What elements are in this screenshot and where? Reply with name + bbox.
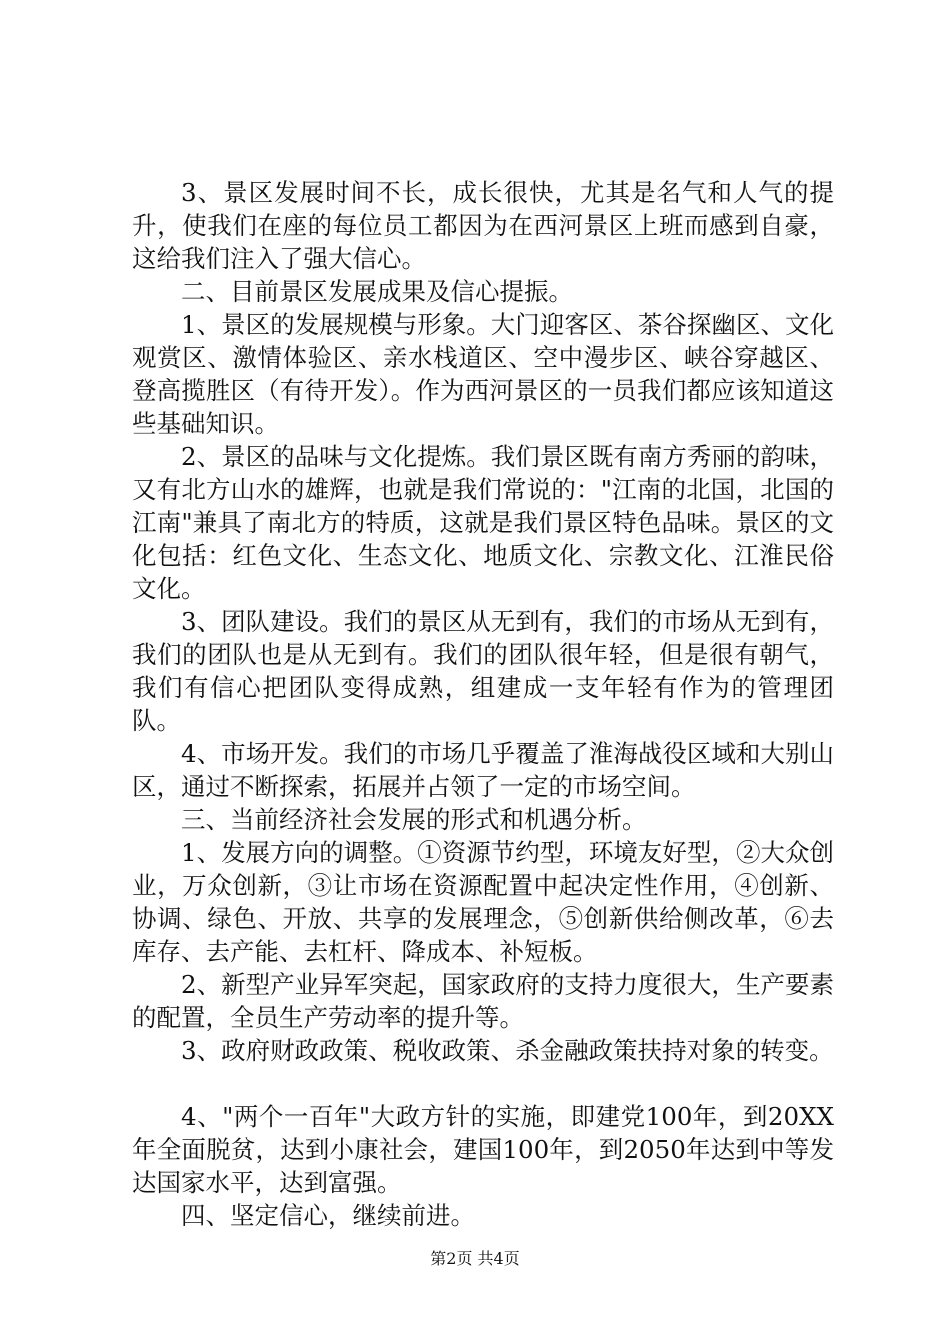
document-body <box>132 176 834 1232</box>
paragraph: 3、团队建设。我们的景区从无到有，我们的市场从无到有，我们的团队也是从无到有。我们的团队很年轻，但是很有朝气，我们有信心把团队变得成熟，组建成一支年轻有作为的管理团队。 <box>132 607 834 735</box>
paragraph: 4、市场开发。我们的市场几乎覆盖了淮海战役区域和大别山区，通过不断探索，拓展并占领了一定的市场空间。 <box>132 739 834 801</box>
paragraph: 4、"两个一百年"大政方针的实施，即建党100年，到20XX年全面脱贫，达到小康社会，建国100年，到2050年达到中等发达国家水平，达到富强。 <box>132 1102 834 1197</box>
paragraph: 2、景区的品味与文化提炼。我们景区既有南方秀丽的韵味，又有北方山水的雄辉，也就是我们常说的："江南的北国，北国的江南"兼具了南北方的特质，这就是我们景区特色品味。景区的文化包括：红色文化、生态文化、地质文化、宗教文化、江淮民俗文化。 <box>132 442 834 603</box>
paragraph: 1、发展方向的调整。①资源节约型，环境友好型，②大众创业，万众创新，③让市场在资源配置中起决定性作用，④创新、协调、绿色、开放、共享的发展理念，⑤创新供给侧改革，⑥去库存、去产能、去杠杆、降成本、补短板。 <box>132 838 834 966</box>
section-heading: 三、当前经济社会发展的形式和机遇分析。 <box>181 805 647 834</box>
section-heading: 四、坚定信心，继续前进。 <box>181 1201 475 1230</box>
paragraph: 1、景区的发展规模与形象。大门迎客区、茶谷探幽区、文化观赏区、激情体验区、亲水栈道区、空中漫步区、峡谷穿越区、登高揽胜区（有待开发）。作为西河景区的一员我们都应该知道这些基础知识。 <box>132 310 834 438</box>
paragraph: 3、景区发展时间不长，成长很快，尤其是名气和人气的提升，使我们在座的每位员工都因为在西河景区上班而感到自豪，这给我们注入了强大信心。 <box>132 178 834 273</box>
paragraph: 2、新型产业异军突起，国家政府的支持力度很大，生产要素的配置，全员生产劳动率的提升等。 <box>132 970 834 1032</box>
section-heading: 二、目前景区发展成果及信心提振。 <box>181 277 573 306</box>
page-footer: 第2页 共4页 <box>430 1249 520 1268</box>
paragraph: 3、政府财政政策、税收政策、杀金融政策扶持对象的转变。 <box>181 1036 834 1065</box>
